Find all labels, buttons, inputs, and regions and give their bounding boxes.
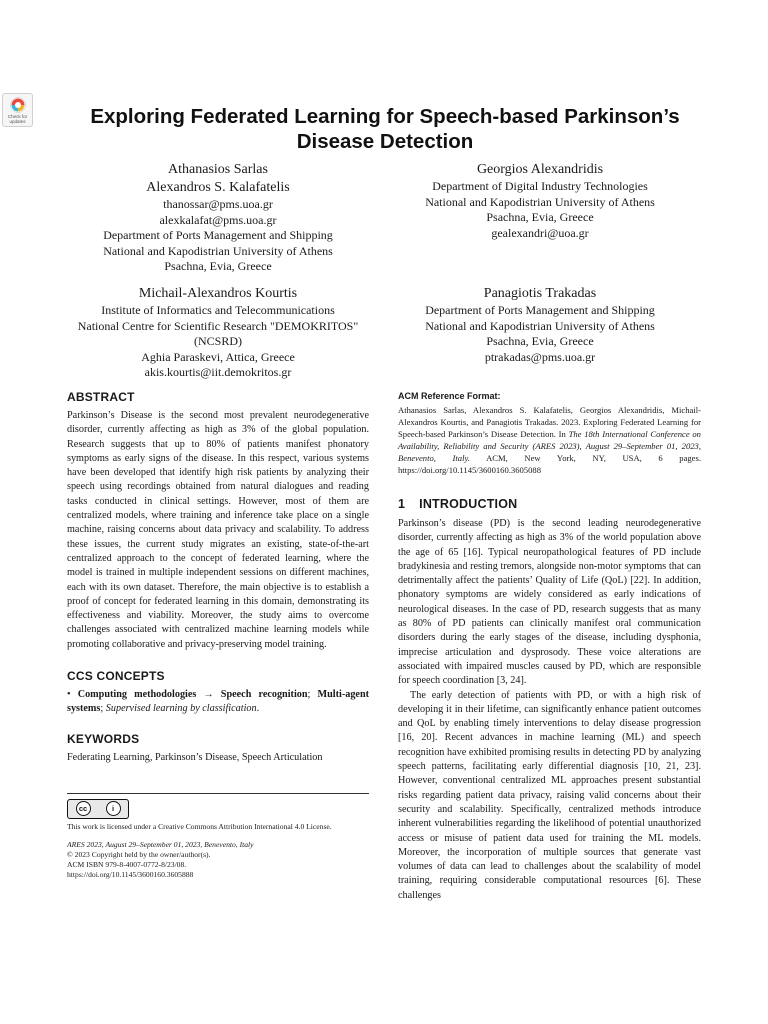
author-affiliation: National and Kapodistrian University of Athens (425, 194, 655, 209)
author-name: Michail-Alexandros Kourtis (138, 286, 298, 301)
author-affiliation: Department of Ports Management and Shipping (425, 303, 655, 317)
left-column (67, 390, 369, 880)
cc-license-icon[interactable] (67, 799, 129, 819)
ccs-bullet: • (67, 689, 71, 701)
reference-format-text (398, 404, 701, 476)
badge-text-line1: Check for (7, 114, 28, 119)
isbn-line: ACM ISBN 979-8-4007-0772-8/23/08. (67, 859, 187, 869)
abstract-heading: ABSTRACT (67, 390, 135, 404)
reference-text-post: ACM, New York, NY, USA, 6 pages. https://doi.org/10.1145/3600160.3605088 (398, 453, 701, 475)
introduction-heading (398, 497, 701, 511)
author-block-1 (68, 161, 368, 275)
attribution-icon: i (106, 801, 121, 816)
ccs-separator: ; (307, 689, 318, 701)
author-affiliation: (NCSRD) (193, 334, 242, 348)
author-block-3 (68, 285, 368, 381)
author-name: Georgios Alexandridis (476, 162, 604, 177)
intro-paragraph-2: The early detection of patients with PD, or with a high risk of developing it in their lifetime, can significantly enhance patient outcomes and QoL by enabling timely interventions to delay disease progression [16, 20]. Recent advances in machine learning (ML) and speech recognition have exhibited promising results in detecting PD by analyzing speech patterns, facilitating early differential diagnosis [10, 21, 23]. However, conventional centralized ML approaches present substantial risks regarding patient data privacy, raising valid concerns about their security and scalability. Specifically, centralized methods introduce inherent vulnerabilities regarding the likelihood of potential unauthorized access or misuse of patient data used for training the ML models. Moreover, the incorporation of multiple sources that generate vast volumes of data can lead to challenges about the scalability of model training, requiring considerable computational resources [6]. These challenges (398, 689, 701, 901)
author-location: Aghia Paraskevi, Attica, Greece (141, 349, 295, 364)
author-name: Panagiotis Trakadas (483, 286, 597, 301)
author-email: gealexandri@uoa.gr (491, 225, 589, 240)
intro-paragraph-1: Parkinson’s disease (PD) is the second leading neurodegenerative disorder, currently affecting as high as 3% of the world population above the age of 65 [16]. Typical neuropathological features of PD include bradykinesia and resting tremors, alongside non-motor symptoms that can detrimentally affect the patients’ Quality of Life (QoL) [22]. In addition, phonatory symptoms are widely considered as early indications of neurological diseases. In the case of PD, research suggests that as many as 80% of PD patients can clinically manifest oral communication disorders during the early stages of the disease, including dysphonia, imprecise articulation and dysprosody. These voice alterations are associated with impaired muscles caused by PD, which are responsible for speech coordination [3, 24]. (398, 518, 701, 687)
reference-text-venue: The 18th International Conference on Availability, Reliability and Security (ARES 2023), August 29–September 01, 2023, Benevento, Italy. (398, 429, 701, 463)
cc-icon: cc (76, 801, 91, 816)
copyright-line: © 2023 Copyright held by the owner/author(s). (67, 849, 211, 859)
author-block-2 (390, 161, 690, 241)
section-number: 1 (398, 497, 406, 511)
badge-text-line2: updates (9, 119, 26, 124)
author-name: Athanasios Sarlas (168, 162, 268, 177)
keywords-heading: KEYWORDS (67, 731, 140, 746)
ccs-concept-3: Supervised learning by classification (105, 703, 257, 715)
author-affiliation: Institute of Informatics and Telecommunications (101, 303, 335, 317)
ccs-concepts (67, 688, 369, 717)
author-email: akis.kourtis@iit.demokritos.gr (144, 365, 292, 379)
paper-title: Exploring Federated Learning for Speech-based Parkinson’s Disease Detection (90, 105, 680, 153)
author-location: Psachna, Evia, Greece (486, 210, 594, 224)
abstract-text: Parkinson’s Disease is the second most prevalent neurodegenerative disorder, currently affecting as high as 3% of the global population. Research suggests that up to 80% of patients manifest phonatory symptoms as early signs of the disease. In this respect, various systems have been developed that identify high risk patients by analyzing their speech using recordings obtained from natural dialogues and reading tasks conducted in clinical settings. However, most of them are centralized models, where training and inference take place on a single machine, raising concerns about data privacy and scalability. To address these issues, the current study migrates an existing, state-of-the-art centralized approach to the concept of federated learning, where the model is trained in multiple independent sessions on different machines, each with its own dataset. Therefore, the main objective is to establish a proof of concept for federated learning in this domain, demonstrating its effectiveness and viability. Moreover, the study aims to overcome challenges associated with centralized machine learning models while promoting collaborative and privacy-preserving model training. (67, 410, 369, 650)
author-location: Psachna, Evia, Greece (164, 259, 272, 273)
author-affiliation: National and Kapodistrian University of Athens (425, 318, 655, 333)
reference-format-label: ACM Reference Format: (398, 391, 501, 401)
crossmark-icon (10, 97, 26, 113)
author-affiliation: National Centre for Scientific Research "DEMOKRITOS" (77, 318, 359, 333)
author-email: ptrakadas@pms.uoa.gr (484, 349, 596, 364)
author-affiliation: Department of Ports Management and Shipping (103, 228, 333, 242)
author-email: alexkalafat@pms.uoa.gr (159, 212, 277, 227)
author-email: thanossar@pms.uoa.gr (163, 197, 273, 211)
ccs-concept-2: Multi-agent systems (67, 689, 370, 715)
doi-link[interactable]: https://doi.org/10.1145/3600160.3605888 (67, 869, 194, 879)
conference-line (67, 840, 369, 850)
ccs-end: . (256, 703, 260, 715)
author-block-4 (390, 285, 690, 365)
license-text: This work is licensed under a Creative Commons Attribution International 4.0 License. (67, 821, 332, 831)
author-affiliation: National and Kapodistrian University of Athens (103, 243, 333, 258)
ccs-separator: ; (100, 703, 106, 715)
conference-name: ARES 2023, August 29–September 01, 2023, Benevento, Italy (67, 839, 254, 849)
ccs-heading: CCS CONCEPTS (67, 669, 165, 684)
section-title: INTRODUCTION (419, 497, 518, 511)
badge-text (8, 114, 27, 124)
check-for-updates-badge[interactable] (2, 93, 33, 127)
author-name: Alexandros S. Kalafatelis (146, 180, 290, 195)
author-affiliation: Department of Digital Industry Technologies (432, 179, 648, 193)
keywords-text: Federating Learning, Parkinson’s Disease, Speech Articulation (67, 751, 323, 763)
right-column (398, 390, 701, 903)
reference-text-pre: Athanasios Sarlas, Alexandros S. Kalafatelis, Georgios Alexandridis, Michail-Alexandros Kourtis, and Panagiotis Trakadas. 2023. Exploring Federated Learning for Speech-based Parkinson’s Disease Detection. In (398, 405, 701, 439)
author-location: Psachna, Evia, Greece (486, 334, 594, 348)
ccs-concept-1: Computing methodologies → Speech recognition (77, 689, 308, 701)
